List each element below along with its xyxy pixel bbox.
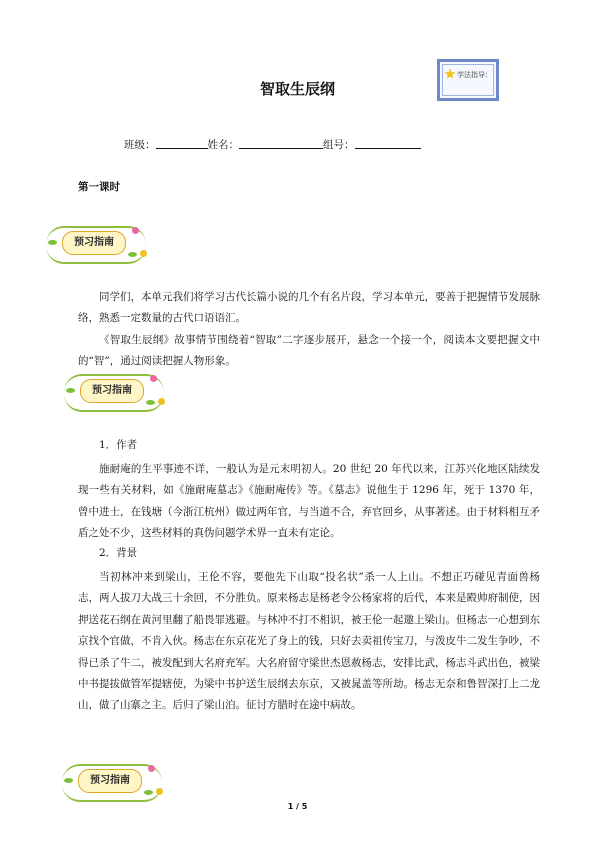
leaf-icon — [64, 778, 73, 783]
flower-icon — [148, 765, 155, 772]
leaf-icon — [48, 240, 57, 245]
section-heading-author: 1．作者 — [99, 439, 138, 451]
class-label: 班级： — [124, 139, 156, 151]
author-paragraph: 施耐庵的生平事迹不详，一般认为是元末明初人。20 世纪 20 年代以来，江苏兴化地区陆续发现一些有关材料，如《施耐庵墓志》《施耐庵传》等。《墓志》说他生于 1296 年，死于 1370 年，曾中进士，在钱塘（今浙江杭州）做过两年官，与当道不合，弃官回乡，从事著述。由于材料相互矛盾之处不少，这些材料的真伪问题学术界一直未有定论。 — [78, 463, 540, 540]
group-label: 组号： — [323, 139, 355, 151]
flower-icon — [156, 788, 163, 795]
student-info-line — [124, 137, 421, 152]
name-label: 姓名： — [207, 139, 239, 151]
leaf-icon — [128, 252, 137, 257]
banner-label: 预习指南 — [78, 769, 142, 793]
intro-paragraph: 同学们，本单元我们将学习古代长篇小说的几个有名片段，学习本单元，要善于把握情节发展脉络，熟悉一定数量的古代口语语汇。 — [78, 291, 540, 325]
flower-icon — [140, 250, 147, 257]
leaf-icon — [66, 388, 75, 393]
flower-icon — [132, 227, 139, 234]
intro-paragraph: 《智取生辰纲》故事情节围绕着“智取”二字逐步展开，悬念一个接一个，阅读本文要把握文中的“智”，通过阅读把握人物形象。 — [78, 334, 540, 368]
banner-label: 预习指南 — [80, 379, 144, 403]
preview-guide-banner — [44, 222, 152, 264]
stamp-label: 学法指导： — [457, 71, 492, 79]
group-blank — [355, 137, 421, 149]
flower-icon — [150, 375, 157, 382]
document-title: 智取生辰纲 — [259, 80, 335, 98]
lesson-heading: 第一课时 — [78, 181, 120, 193]
leaf-icon — [146, 400, 155, 405]
leaf-icon — [144, 790, 153, 795]
background-paragraph: 当初林冲来到梁山，王伦不容，要他先下山取“投名状”杀一人上山。不想正巧碰见青面兽杨志，两人拔刀大战三十余回，不分胜负。原来杨志是杨老令公杨家将的后代，本来是殿帅府制使，因押送花石纲在黄河里翻了船畏罪逃避。与林冲不打不相识，被王伦一起邀上梁山。但杨志一心想到东京找个官做，不肯入伙。杨志在东京花光了身上的钱，只好去卖祖传宝刀，与泼皮牛二发生争吵，不得已杀了牛二，被发配到大名府充军。大名府留守梁世杰恩赦杨志，安排比武，杨志斗武出色，被梁中书提拔做管军提辖使，为梁中书护送生辰纲去东京，又被晁盖等所劫。杨志无奈和鲁智深打上二龙山，做了山寨之主。后归了梁山泊。征讨方腊时在途中病故。 — [78, 571, 540, 712]
class-blank — [156, 137, 208, 149]
page-number: 1 / 5 — [287, 802, 308, 811]
name-blank — [239, 137, 323, 149]
preview-guide-banner — [60, 760, 168, 802]
preview-guide-banner — [62, 370, 170, 412]
study-tip-stamp — [437, 59, 499, 101]
banner-label: 预习指南 — [62, 231, 126, 255]
flower-icon — [158, 398, 165, 405]
section-heading-background: 2．背景 — [99, 547, 138, 559]
